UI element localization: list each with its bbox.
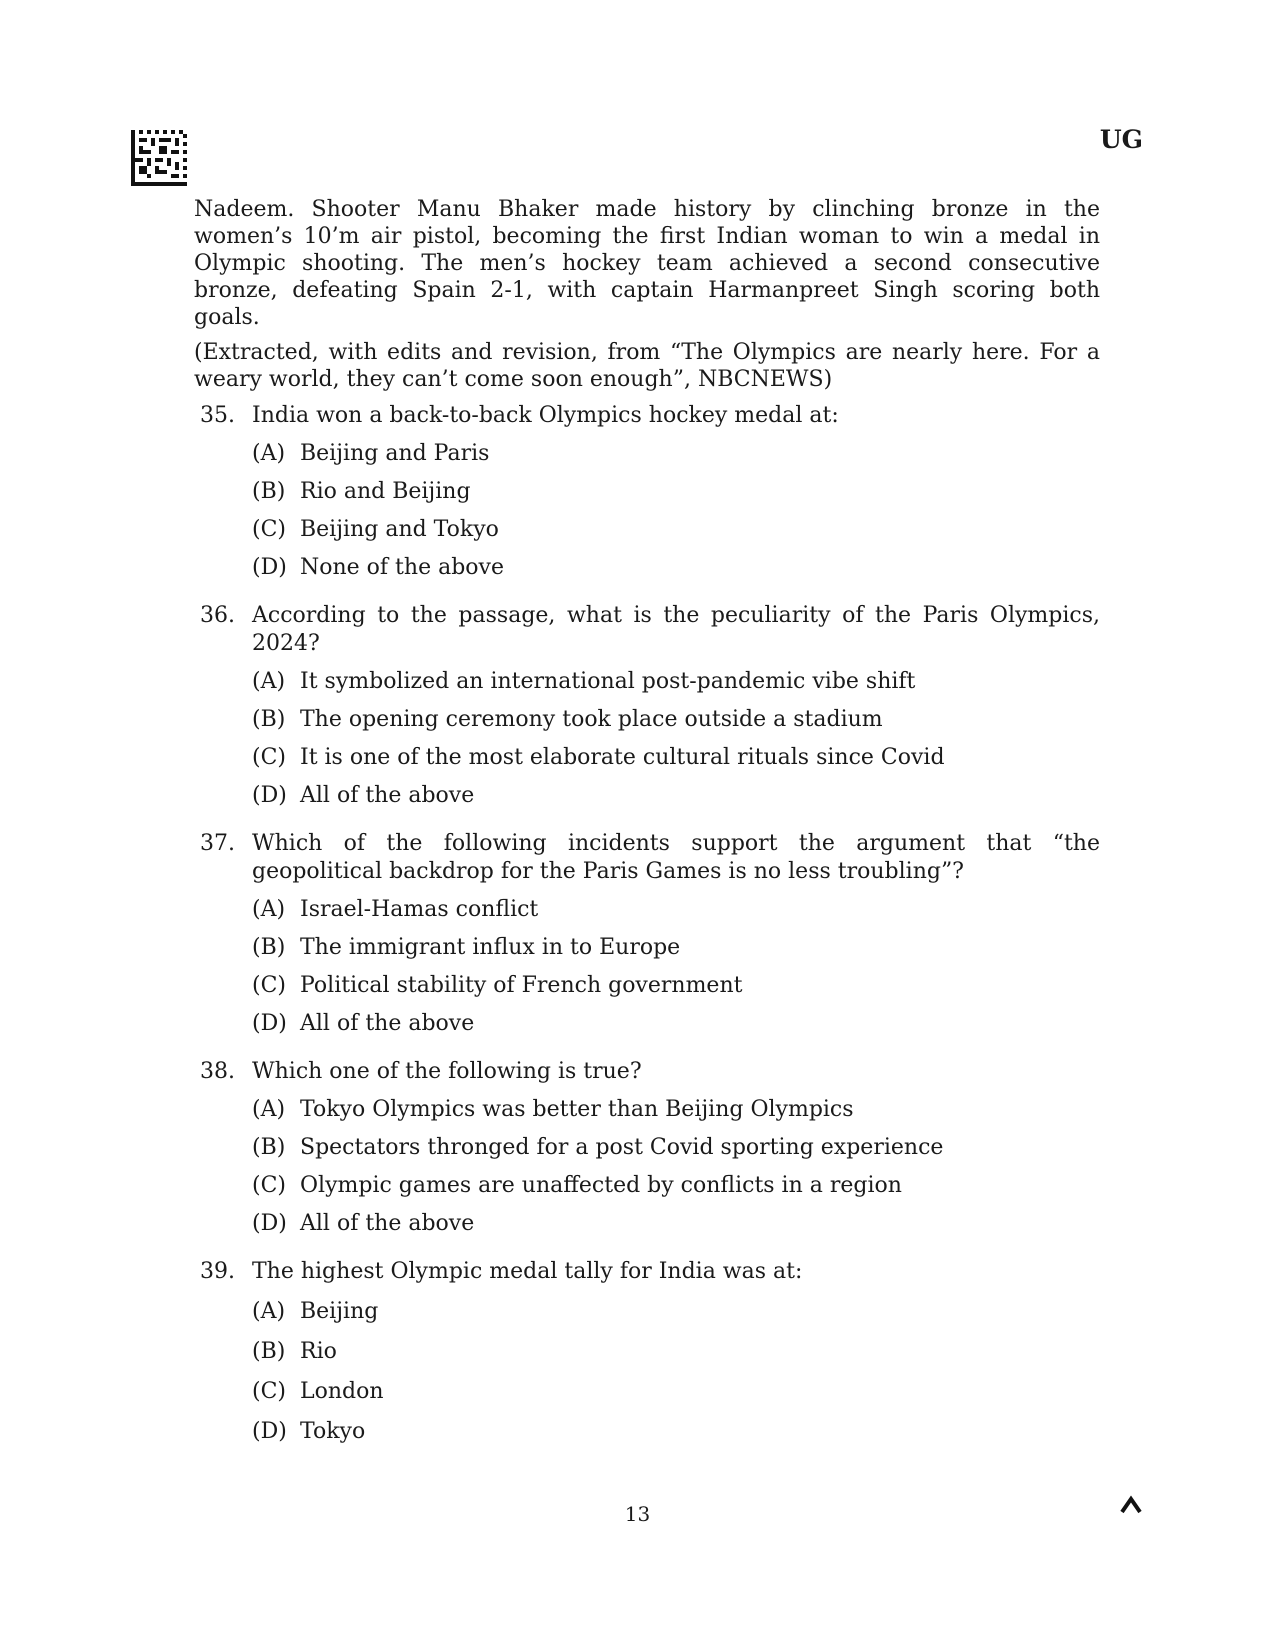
passage (194, 196, 1100, 401)
option-label: (B) (252, 1135, 286, 1160)
option-a (252, 1096, 1100, 1124)
question-36 (200, 602, 1100, 810)
option-label: (B) (252, 935, 286, 960)
option-label: (A) (252, 441, 286, 466)
option-label: (B) (252, 707, 286, 732)
option-text: All of the above (300, 1011, 475, 1036)
option-c (252, 744, 1100, 772)
option-label: (C) (252, 745, 286, 770)
option-a (252, 440, 1100, 468)
datamatrix-barcode-icon (131, 130, 187, 186)
option-a (252, 896, 1100, 924)
option-text: The opening ceremony took place outside a stadium (300, 707, 883, 732)
option-label: (C) (252, 1173, 286, 1198)
option-text: All of the above (300, 1211, 475, 1236)
option-label: (C) (252, 517, 286, 542)
option-label: (D) (252, 555, 287, 580)
option-text: It symbolized an international post-pandemic vibe shift (300, 669, 916, 694)
question-text: According to the passage, what is the peculiarity of the Paris Olympics, 2024? (252, 603, 1100, 656)
option-text: Beijing and Paris (300, 441, 490, 466)
option-a (252, 668, 1100, 696)
option-label: (A) (252, 897, 286, 922)
question-number: 38. (200, 1059, 235, 1084)
option-text: It is one of the most elaborate cultural rituals since Covid (300, 745, 945, 770)
option-a (252, 1298, 1100, 1326)
option-text: Beijing and Tokyo (300, 517, 499, 542)
question-38 (200, 1058, 1100, 1238)
option-c (252, 516, 1100, 544)
option-text: The immigrant influx in to Europe (300, 935, 681, 960)
option-c (252, 1378, 1100, 1406)
question-number: 37. (200, 831, 235, 856)
question-text: Which of the following incidents support the argument that “the geopolitical backdrop for the Paris Games is no less troubling”? (252, 831, 1100, 884)
option-text: Political stability of French government (300, 973, 743, 998)
caret-up-icon (1118, 1492, 1144, 1518)
question-list (200, 402, 1100, 1466)
option-label: (D) (252, 1419, 287, 1444)
option-d (252, 1418, 1100, 1446)
question-39 (200, 1258, 1100, 1446)
option-text: All of the above (300, 783, 475, 808)
option-text: Spectators thronged for a post Covid sporting experience (300, 1135, 944, 1160)
option-d (252, 782, 1100, 810)
question-35 (200, 402, 1100, 582)
option-text: None of the above (300, 555, 504, 580)
option-b (252, 934, 1100, 962)
option-d (252, 1010, 1100, 1038)
passage-paragraph: Nadeem. Shooter Manu Bhaker made history by clinching bronze in the women’s 10’m air pistol, becoming the first Indian woman to win a medal in Olympic shooting. The men’s hockey team achieved a second consecutive bronze, defeating Spain 2-1, with captain Harmanpreet Singh scoring both goals. (194, 197, 1100, 330)
option-text: Olympic games are unaffected by conflicts in a region (300, 1173, 902, 1198)
option-label: (A) (252, 1097, 286, 1122)
question-number: 36. (200, 603, 235, 628)
option-label: (B) (252, 1339, 286, 1364)
option-label: (A) (252, 669, 286, 694)
option-text: Tokyo (300, 1419, 366, 1444)
option-text: Tokyo Olympics was better than Beijing Olympics (300, 1097, 854, 1122)
option-c (252, 972, 1100, 1000)
paper-code: UG (1099, 125, 1143, 154)
option-c (252, 1172, 1100, 1200)
option-b (252, 706, 1100, 734)
passage-citation: (Extracted, with edits and revision, from “The Olympics are nearly here. For a weary world, they can’t come soon enough”, NBCNEWS) (194, 340, 1100, 392)
option-d (252, 1210, 1100, 1238)
question-37 (200, 830, 1100, 1038)
option-label: (D) (252, 783, 287, 808)
question-number: 35. (200, 403, 235, 428)
option-text: Rio (300, 1339, 337, 1364)
page-number: 13 (624, 1502, 651, 1526)
question-text: The highest Olympic medal tally for India was at: (252, 1259, 803, 1284)
option-text: London (300, 1379, 384, 1404)
option-b (252, 1338, 1100, 1366)
option-b (252, 1134, 1100, 1162)
option-label: (D) (252, 1011, 287, 1036)
option-label: (A) (252, 1299, 286, 1324)
option-text: Beijing (300, 1299, 379, 1324)
option-text: Israel-Hamas conflict (300, 897, 539, 922)
question-text: India won a back-to-back Olympics hockey medal at: (252, 403, 839, 428)
option-label: (D) (252, 1211, 287, 1236)
option-label: (C) (252, 1379, 286, 1404)
option-label: (C) (252, 973, 286, 998)
question-number: 39. (200, 1259, 235, 1284)
option-b (252, 478, 1100, 506)
option-label: (B) (252, 479, 286, 504)
option-d (252, 554, 1100, 582)
question-text: Which one of the following is true? (252, 1059, 642, 1084)
option-text: Rio and Beijing (300, 479, 471, 504)
